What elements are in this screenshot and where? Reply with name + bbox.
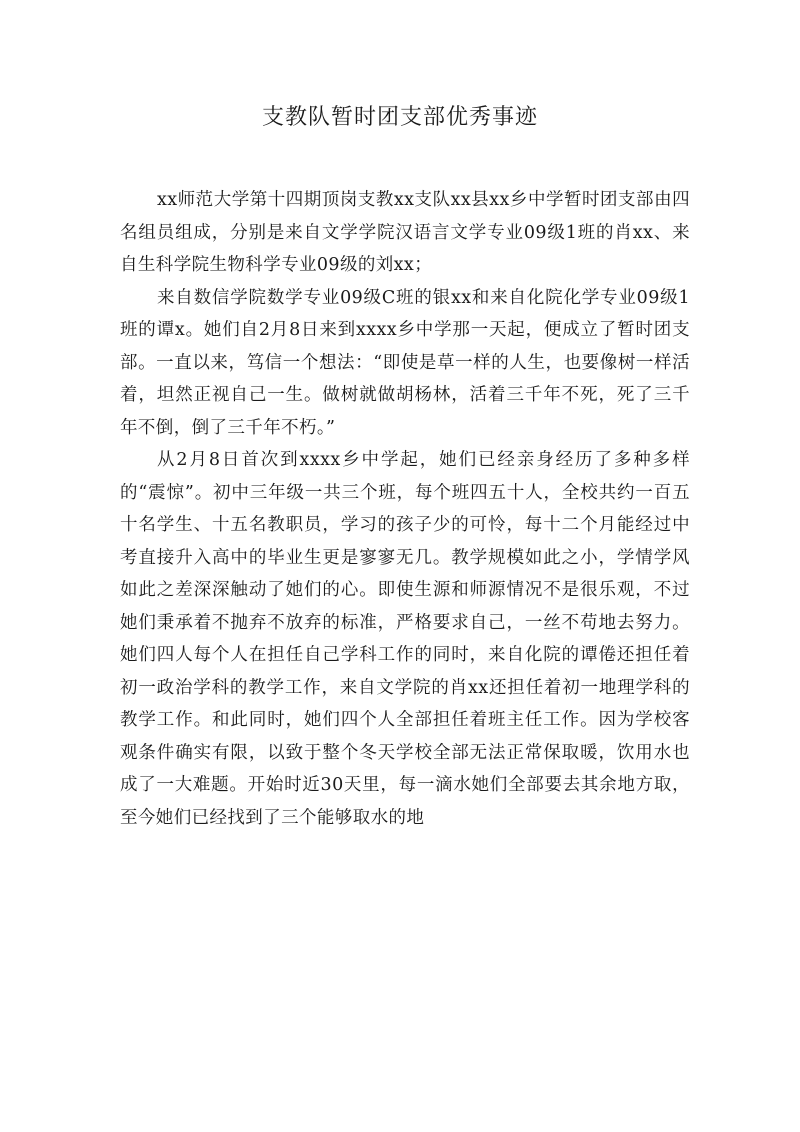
- paragraph-2: 来自数信学院数学专业09级C班的银xx和来自化院化学专业09级1班的谭x。她们自2月8日来到xxxx乡中学那一天起，便成立了暂时团支部。一直以来，笃信一个想法：“即使是草一样的人生，也要像树一样活着，坦然正视自己一生。做树就做胡杨林，活着三千年不死，死了三千年不倒，倒了三千年不朽。”: [120, 287, 690, 438]
- paragraph-1: xx师范大学第十四期顶岗支教xx支队xx县xx乡中学暂时团支部由四名组员组成，分别是来自文学学院汉语言文学专业09级1班的肖xx、来自生科学院生物科学专业09级的刘xx；: [120, 190, 690, 275]
- document-body: [120, 184, 690, 834]
- document-title: 支教队暂时团支部优秀事迹: [261, 105, 538, 130]
- paragraph-3: 从2月8日首次到xxxx乡中学起，她们已经亲身经历了多种多样的“震惊”。初中三年级一共三个班，每个班四五十人，全校共约一百五十名学生、十五名教职员，学习的孩子少的可怜，每十二个月能经过中考直接升入高中的毕业生更是寥寥无几。教学规模如此之小，学情学风如此之差深深触动了她们的心。即使生源和师源情况不是很乐观，不过她们秉承着不抛弃不放弃的标准，严格要求自己，一丝不苟地去努力。她们四人每个人在担任自己学科工作的同时，来自化院的谭倦还担任着初一政治学科的教学工作，来自文学院的肖xx还担任着初一地理学科的教学工作。和此同时，她们四个人全部担任着班主任工作。因为学校客观条件确实有限，以致于整个冬天学校全部无法正常保取暖，饮用水也成了一大难题。开始时近30天里，每一滴水她们全部要去其余地方取，至今她们已经找到了三个能够取水的地: [120, 450, 690, 828]
